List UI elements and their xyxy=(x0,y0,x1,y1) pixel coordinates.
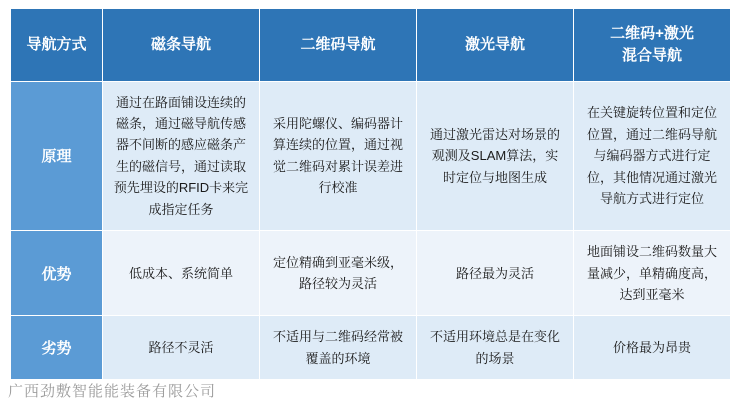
navigation-comparison-table xyxy=(10,8,731,380)
navigation-comparison-table-container xyxy=(10,8,730,380)
cell-disadvantage-hybrid: 价格最为昂贵 xyxy=(574,316,731,380)
cell-disadvantage-qr: 不适用与二维码经常被覆盖的环境 xyxy=(260,316,417,380)
table-row xyxy=(11,81,731,231)
column-header-laser: 激光导航 xyxy=(417,9,574,82)
table-header xyxy=(11,9,731,82)
cell-disadvantage-magnetic: 路径不灵活 xyxy=(103,316,260,380)
cell-advantage-qr: 定位精确到亚毫米级，路径较为灵活 xyxy=(260,231,417,316)
cell-disadvantage-laser: 不适用环境总是在变化的场景 xyxy=(417,316,574,380)
cell-principle-qr: 采用陀螺仪、编码器计算连续的位置，通过视觉二维码对累计误差进行校准 xyxy=(260,81,417,231)
watermark-company-name: 广西劲敷智能能装备有限公司 xyxy=(8,383,217,400)
row-header-principle: 原理 xyxy=(11,81,103,231)
table-row xyxy=(11,316,731,380)
row-header-disadvantage: 劣势 xyxy=(11,316,103,380)
column-header-qr-code: 二维码导航 xyxy=(260,9,417,82)
cell-principle-magnetic: 通过在路面铺设连续的磁条，通过磁导航传感器不间断的感应磁条产生的磁信号，通过读取预先埋设的RFID卡来完成指定任务 xyxy=(103,81,260,231)
table-row xyxy=(11,231,731,316)
cell-advantage-laser: 路径最为灵活 xyxy=(417,231,574,316)
column-header-hybrid-line1: 二维码+激光 xyxy=(610,25,694,42)
column-header-hybrid-line2: 混合导航 xyxy=(621,46,682,64)
cell-principle-hybrid: 在关键旋转位置和定位位置，通过二维码导航与编码器方式进行定位，其他情况通过激光导航方式进行定位 xyxy=(574,81,731,231)
column-header-magnetic-stripe: 磁条导航 xyxy=(103,9,260,82)
cell-advantage-magnetic: 低成本、系统简单 xyxy=(103,231,260,316)
table-header-row xyxy=(11,9,731,82)
column-header-navigation-method: 导航方式 xyxy=(11,9,103,82)
table-body xyxy=(11,81,731,380)
row-header-advantage: 优势 xyxy=(11,231,103,316)
cell-principle-laser: 通过激光雷达对场景的观测及SLAM算法，实时定位与地图生成 xyxy=(417,81,574,231)
cell-advantage-hybrid: 地面铺设二维码数量大量减少，单精确度高，达到亚毫米 xyxy=(574,231,731,316)
column-header-hybrid xyxy=(574,9,731,82)
